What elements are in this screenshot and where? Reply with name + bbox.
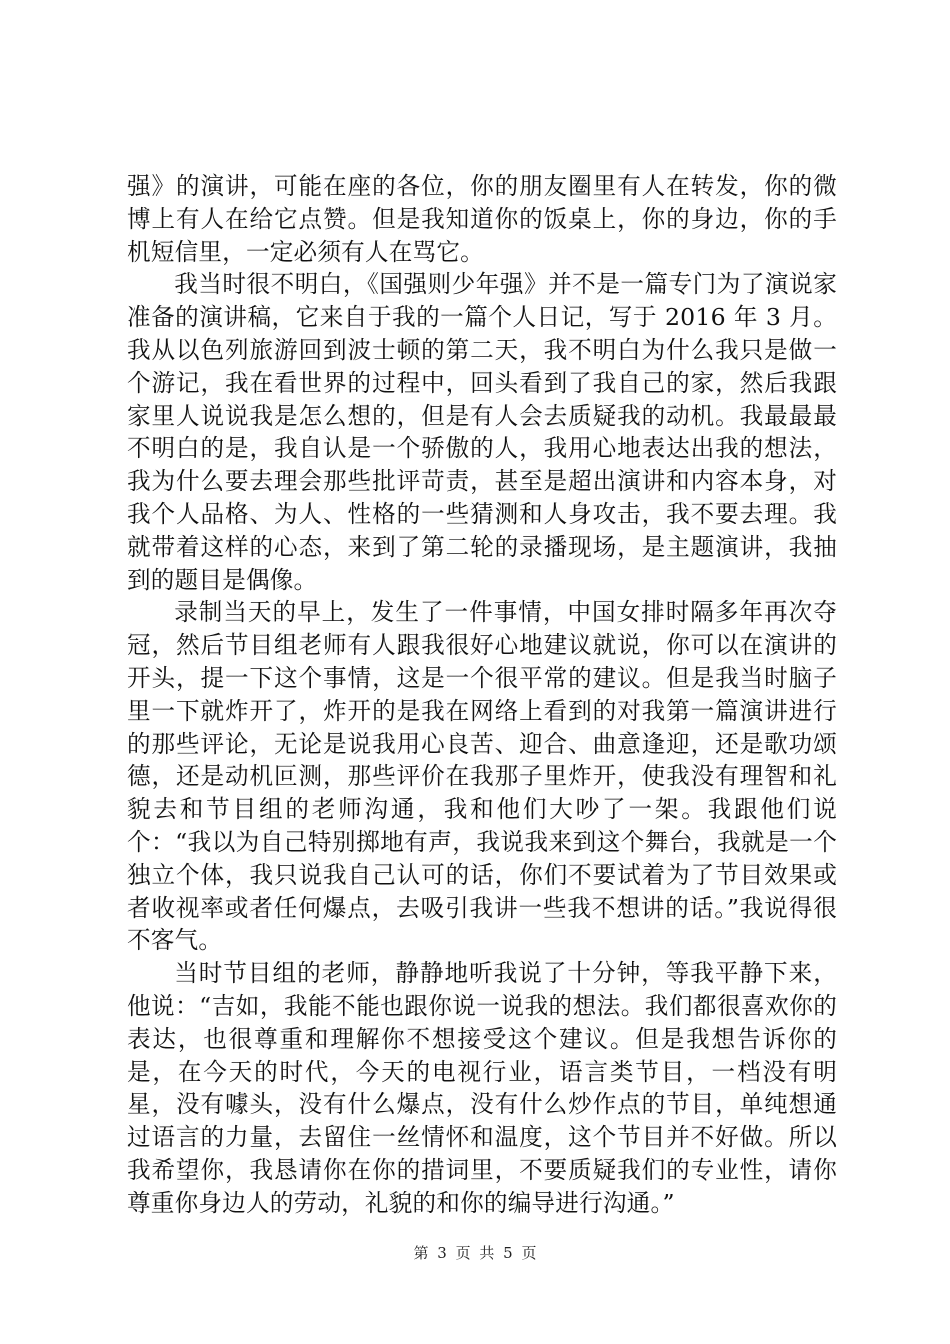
paragraph: 录制当天的早上，发生了一件事情，中国女排时隔多年再次夺冠，然后节目组老师有人跟我很好心地建议就说，你可以在演讲的开头，提一下这个事情，这是一个很平常的建议。但是我当时脑子里一下就炸开了，炸开的是我在网络上看到的对我第一篇演讲进行的那些评论，无论是说我用心良苦、迎合、曲意逢迎，还是歌功颂德，还是动机叵测，那些评价在我那子里炸开，使我没有理智和礼貌去和节目组的老师沟通，我和他们大吵了一架。我跟他们说个：“我以为自己特别掷地有声，我说我来到这个舞台，我就是一个独立个体，我只说我自己认可的话，你们不要试着为了节目效果或者收视率或者任何爆点，去吸引我讲一些我不想讲的话。”我说得很不客气。	[127, 598, 837, 955]
paragraph: 当时节目组的老师，静静地听我说了十分钟，等我平静下来，他说：“吉如，我能不能也跟你说一说我的想法。我们都很喜欢你的表达，也很尊重和理解你不想接受这个建议。但是我想告诉你的是，在今天的时代，今天的电视行业，语言类节目，一档没有明星，没有噱头，没有什么爆点，没有什么炒作点的节目，单纯想通过语言的力量，去留住一丝情怀和温度，这个节目并不好做。所以我希望你，我恳请你在你的措词里，不要质疑我们的专业性，请你尊重你身边人的劳动，礼貌的和你的编导进行沟通。”	[127, 959, 837, 1217]
page-number-label: 第 3 页 共 5 页	[413, 1244, 537, 1262]
document-body	[127, 170, 837, 1220]
paragraph: 我当时很不明白，《国强则少年强》并不是一篇专门为了演说家准备的演讲稿，它来自于我的一篇个人日记，写于 2016 年 3 月。我从以色列旅游回到波士顿的第二天，我不明白为什么我只是做一个游记，我在看世界的过程中，回头看到了我自己的家，然后我跟家里人说说我是怎么想的，但是有人会去质疑我的动机。我最最最不明白的是，我自认是一个骄傲的人，我用心地表达出我的想法，我为什么要去理会那些批评苛责，甚至是超出演讲和内容本身，对我个人品格、为人、性格的一些猜测和人身攻击，我不要去理。我就带着这样的心态，来到了第二轮的录播现场，是主题演讲，我抽到的题目是偶像。	[127, 270, 837, 594]
paragraph-continued: 强》的演讲，可能在座的各位，你的朋友圈里有人在转发，你的微博上有人在给它点赞。但是我知道你的饭桌上，你的身边，你的手机短信里，一定必须有人在骂它。	[127, 172, 837, 266]
page-footer	[0, 1243, 950, 1263]
